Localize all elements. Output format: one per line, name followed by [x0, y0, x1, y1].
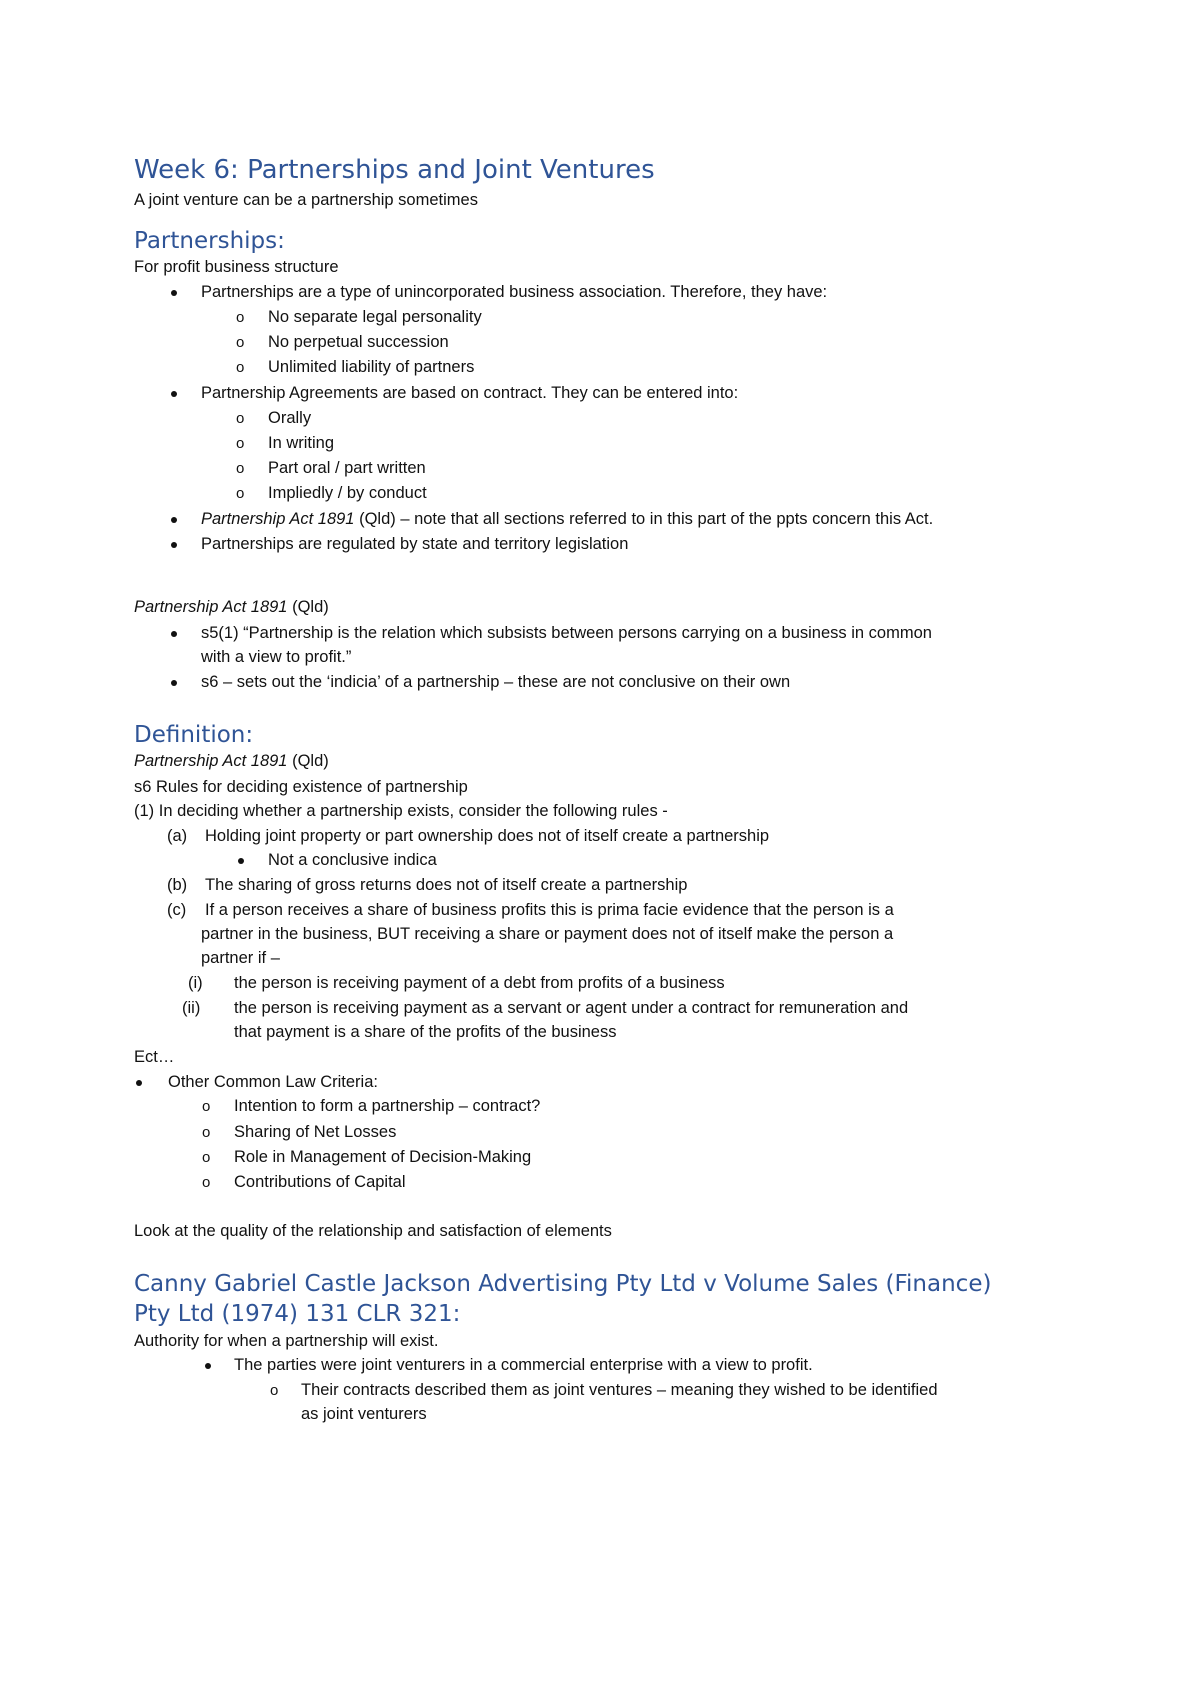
etc-text: Ect… — [134, 1048, 175, 1066]
act-note: (Qld) – note that all sections referred to in this part of the ppts concern this Act. — [354, 510, 934, 528]
clause-label: (ii) — [182, 999, 201, 1017]
clause-text: the person is receiving payment of a debt from profits of a business — [234, 974, 725, 992]
bullet-icon — [205, 1363, 211, 1369]
rules-title: s6 Rules for deciding existence of partnership — [134, 778, 468, 796]
clause-text: partner if – — [201, 949, 280, 967]
list-item: Partnerships are regulated by state and territory legislation — [201, 535, 629, 553]
list-item: Their contracts described them as joint ventures – meaning they wished to be identified — [301, 1381, 938, 1399]
look-text: Look at the quality of the relationship and satisfaction of elements — [134, 1222, 612, 1240]
bullet-icon — [171, 680, 177, 686]
partnerships-lead: For profit business structure — [134, 258, 339, 276]
clause-label: (i) — [188, 974, 203, 992]
circle-bullet-icon: o — [236, 410, 245, 427]
act-jurisdiction: (Qld) — [287, 598, 329, 616]
act-name: Partnership Act 1891 — [201, 510, 355, 528]
page-title: Week 6: Partnerships and Joint Ventures — [134, 155, 655, 185]
act-name: Partnership Act 1891 — [134, 598, 288, 616]
list-item: Partnerships are a type of unincorporated business association. Therefore, they have: — [201, 283, 828, 301]
list-item: No separate legal personality — [268, 308, 482, 326]
circle-bullet-icon: o — [236, 460, 245, 477]
list-item: s5(1) “Partnership is the relation which subsists between persons carrying on a business in common — [201, 624, 932, 642]
act-heading — [134, 752, 329, 771]
clause-text: If a person receives a share of business profits this is prima facie evidence that the person is a — [205, 901, 894, 919]
intro-text: A joint venture can be a partnership sometimes — [134, 191, 478, 209]
case-heading-continuation: Pty Ltd (1974) 131 CLR 321: — [134, 1301, 461, 1327]
clause-label: (a) — [167, 827, 188, 845]
clause-text: that payment is a share of the profits of the business — [234, 1023, 617, 1041]
list-item: s6 – sets out the ‘indicia’ of a partnership – these are not conclusive on their own — [201, 673, 791, 691]
list-item: The parties were joint venturers in a commercial enterprise with a view to profit. — [234, 1356, 813, 1374]
circle-bullet-icon: o — [236, 334, 245, 351]
circle-bullet-icon: o — [270, 1382, 279, 1399]
list-item: Role in Management of Decision-Making — [234, 1148, 532, 1166]
list-item: Not a conclusive indica — [268, 851, 437, 869]
act-heading — [134, 598, 329, 617]
bullet-icon — [136, 1080, 142, 1086]
list-item: Contributions of Capital — [234, 1173, 406, 1191]
list-item: Part oral / part written — [268, 459, 426, 477]
bullet-icon — [171, 290, 177, 296]
act-name: Partnership Act 1891 — [134, 752, 288, 770]
bullet-icon — [171, 517, 177, 523]
authority-text: Authority for when a partnership will exist. — [134, 1332, 439, 1350]
list-item: No perpetual succession — [268, 333, 449, 351]
list-item-continuation: with a view to profit.” — [201, 648, 352, 666]
circle-bullet-icon: o — [236, 485, 245, 502]
rule-1: (1) In deciding whether a partnership exists, consider the following rules - — [134, 802, 668, 820]
bullet-icon — [238, 858, 244, 864]
list-item: Orally — [268, 409, 312, 427]
list-item: Impliedly / by conduct — [268, 484, 427, 502]
act-jurisdiction: (Qld) — [287, 752, 329, 770]
partnerships-heading: Partnerships: — [134, 228, 285, 254]
circle-bullet-icon: o — [236, 435, 245, 452]
circle-bullet-icon: o — [202, 1174, 211, 1191]
circle-bullet-icon: o — [202, 1124, 211, 1141]
list-item: In writing — [268, 434, 335, 452]
clause-text: the person is receiving payment as a servant or agent under a contract for remuneration and — [234, 999, 909, 1017]
list-item: Other Common Law Criteria: — [168, 1073, 378, 1091]
list-item: Unlimited liability of partners — [268, 358, 475, 376]
circle-bullet-icon: o — [202, 1098, 211, 1115]
list-item: Intention to form a partnership – contract? — [234, 1097, 541, 1115]
clause-text: The sharing of gross returns does not of itself create a partnership — [205, 876, 688, 894]
clause-label: (b) — [167, 876, 188, 894]
circle-bullet-icon: o — [202, 1149, 211, 1166]
definition-heading: Definition: — [134, 722, 254, 748]
list-item: Sharing of Net Losses — [234, 1123, 397, 1141]
circle-bullet-icon: o — [236, 309, 245, 326]
clause-label: (c) — [167, 901, 187, 919]
list-item: Partnership Agreements are based on contract. They can be entered into: — [201, 384, 739, 402]
list-item-continuation: as joint venturers — [301, 1405, 427, 1423]
clause-text: partner in the business, BUT receiving a share or payment does not of itself make the person a — [201, 925, 894, 943]
list-item — [201, 510, 933, 529]
case-heading: Canny Gabriel Castle Jackson Advertising Pty Ltd v Volume Sales (Finance) — [134, 1271, 992, 1297]
clause-text: Holding joint property or part ownership does not of itself create a partnership — [205, 827, 770, 845]
bullet-icon — [171, 391, 177, 397]
bullet-icon — [171, 631, 177, 637]
bullet-icon — [171, 542, 177, 548]
circle-bullet-icon: o — [236, 359, 245, 376]
